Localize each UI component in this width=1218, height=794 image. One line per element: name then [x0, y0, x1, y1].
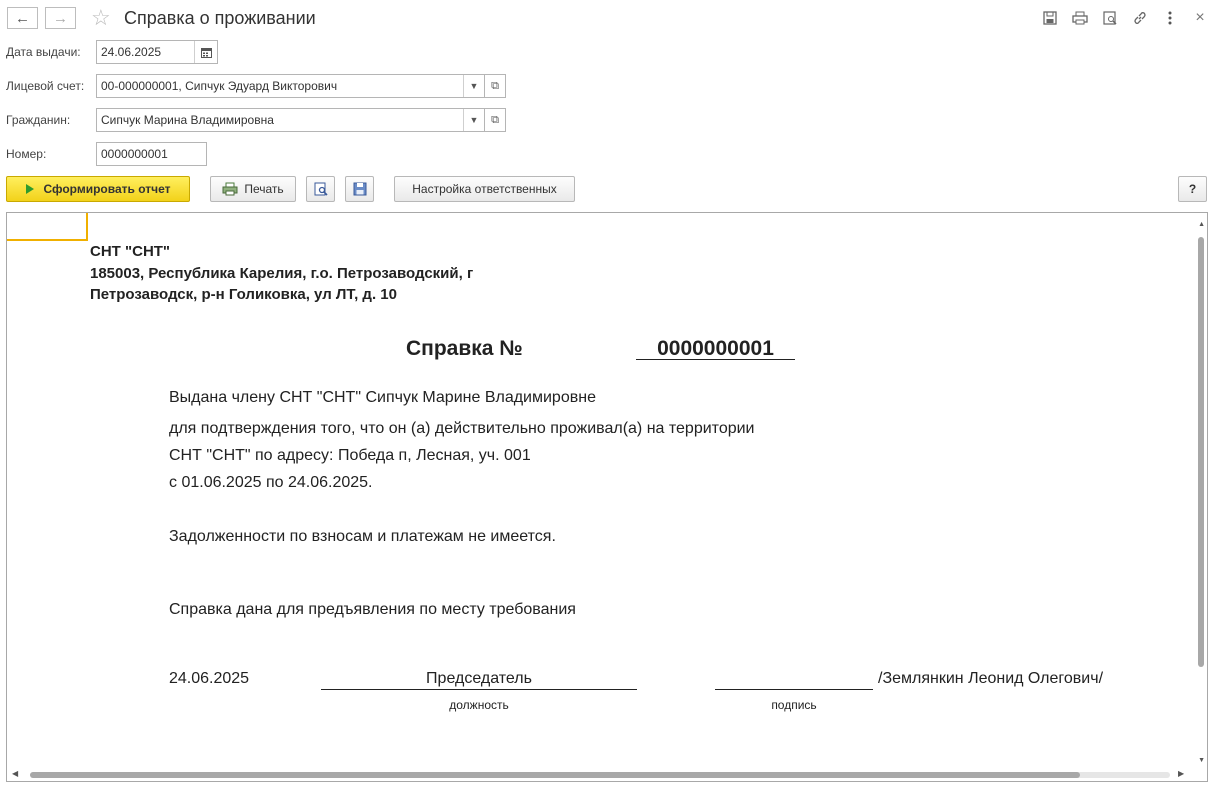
floppy-icon — [353, 182, 367, 196]
open-form-icon: ⧉ — [491, 79, 499, 92]
responsible-settings-button[interactable] — [394, 176, 575, 202]
print-icon[interactable] — [1071, 9, 1089, 27]
citizen-label: Гражданин: — [6, 113, 71, 127]
issue-date-field[interactable] — [96, 40, 218, 64]
account-open-button[interactable] — [484, 74, 506, 98]
open-form-icon: ⧉ — [491, 113, 499, 126]
body-line-4: с 01.06.2025 по 24.06.2025. — [169, 474, 373, 491]
vertical-scrollbar[interactable] — [1197, 235, 1205, 755]
scroll-up-icon[interactable]: ▲ — [1198, 221, 1205, 228]
favorite-star-icon[interactable]: ☆ — [91, 5, 111, 30]
generate-report-label: Сформировать отчет — [43, 182, 171, 196]
signature-caption: подпись — [771, 698, 817, 712]
save-icon[interactable] — [1041, 9, 1059, 27]
printer-icon — [222, 182, 238, 196]
print-label: Печать — [244, 182, 284, 196]
purpose-statement: Справка дана для предъявления по месту требования — [169, 601, 576, 618]
print-button[interactable] — [210, 176, 296, 202]
forward-button[interactable] — [45, 7, 76, 29]
position-value: Председатель — [426, 670, 532, 687]
body-line-2: для подтверждения того, что он (а) действительно проживал(а) на территории — [169, 420, 755, 437]
scroll-down-icon[interactable]: ▼ — [1198, 757, 1205, 764]
number-field[interactable] — [96, 142, 207, 166]
arrow-left-icon: ← — [15, 9, 30, 27]
help-button[interactable] — [1178, 176, 1207, 202]
account-dropdown-button[interactable] — [463, 75, 484, 97]
report-document[interactable] — [6, 212, 1208, 782]
signer-name: /Землянкин Леонид Олегович/ — [878, 670, 1104, 687]
account-label: Лицевой счет: — [6, 79, 85, 93]
preview-button[interactable] — [306, 176, 335, 202]
citizen-value: Сипчук Марина Владимировна — [101, 113, 274, 127]
preview-icon[interactable] — [1101, 9, 1119, 27]
vertical-scroll-thumb[interactable] — [1198, 237, 1204, 667]
debt-statement: Задолженности по взносам и платежам не имеется. — [169, 528, 556, 545]
arrow-right-icon: → — [53, 9, 68, 27]
number-label: Номер: — [6, 147, 47, 161]
citizen-open-button[interactable] — [484, 108, 506, 132]
position-caption: должность — [449, 698, 509, 712]
close-icon[interactable]: × — [1195, 9, 1205, 26]
org-name: СНТ "СНТ" — [90, 243, 171, 260]
citizen-field[interactable] — [96, 108, 485, 132]
play-icon — [25, 184, 35, 194]
chevron-down-icon: ▼ — [469, 115, 479, 125]
responsible-settings-label: Настройка ответственных — [412, 182, 557, 196]
help-icon: ? — [1188, 182, 1197, 196]
body-line-1: Выдана члену СНТ "СНТ" Сипчук Марине Владимировне — [169, 389, 596, 406]
chevron-down-icon: ▼ — [469, 81, 479, 91]
position-underline — [321, 689, 637, 690]
body-line-3: СНТ "СНТ" по адресу: Победа п, Лесная, уч. 001 — [169, 447, 531, 464]
citizen-dropdown-button[interactable] — [463, 109, 484, 131]
document-number: 0000000001 — [657, 337, 774, 360]
link-icon[interactable] — [1131, 9, 1149, 27]
calendar-button[interactable] — [194, 41, 217, 63]
sign-date: 24.06.2025 — [169, 670, 250, 687]
calendar-icon — [201, 47, 212, 58]
issue-date-label: Дата выдачи: — [6, 45, 81, 59]
document-title: Справка № — [406, 337, 523, 360]
document-number-underline — [636, 359, 795, 360]
account-field[interactable] — [96, 74, 485, 98]
issue-date-value: 24.06.2025 — [101, 45, 162, 59]
number-value: 0000000001 — [101, 147, 168, 161]
signature-underline — [715, 689, 873, 690]
save-report-button[interactable] — [345, 176, 374, 202]
scroll-left-icon[interactable]: ◀ — [12, 769, 19, 778]
org-address-line-2: Петрозаводск, р-н Голиковка, ул ЛТ, д. 10 — [90, 286, 397, 303]
active-cell[interactable] — [7, 213, 88, 241]
account-value: 00-000000001, Сипчук Эдуард Викторович — [101, 79, 338, 93]
generate-report-button[interactable] — [6, 176, 190, 202]
page-title: Справка о проживании — [124, 8, 316, 28]
org-address-line-1: 185003, Республика Карелия, г.о. Петрозаводский, г — [90, 265, 474, 282]
back-button[interactable] — [7, 7, 38, 29]
scroll-right-icon[interactable]: ▶ — [1178, 769, 1185, 778]
magnifier-icon — [314, 182, 328, 196]
more-menu-icon[interactable] — [1161, 9, 1179, 27]
horizontal-scroll-thumb[interactable] — [30, 772, 1080, 778]
